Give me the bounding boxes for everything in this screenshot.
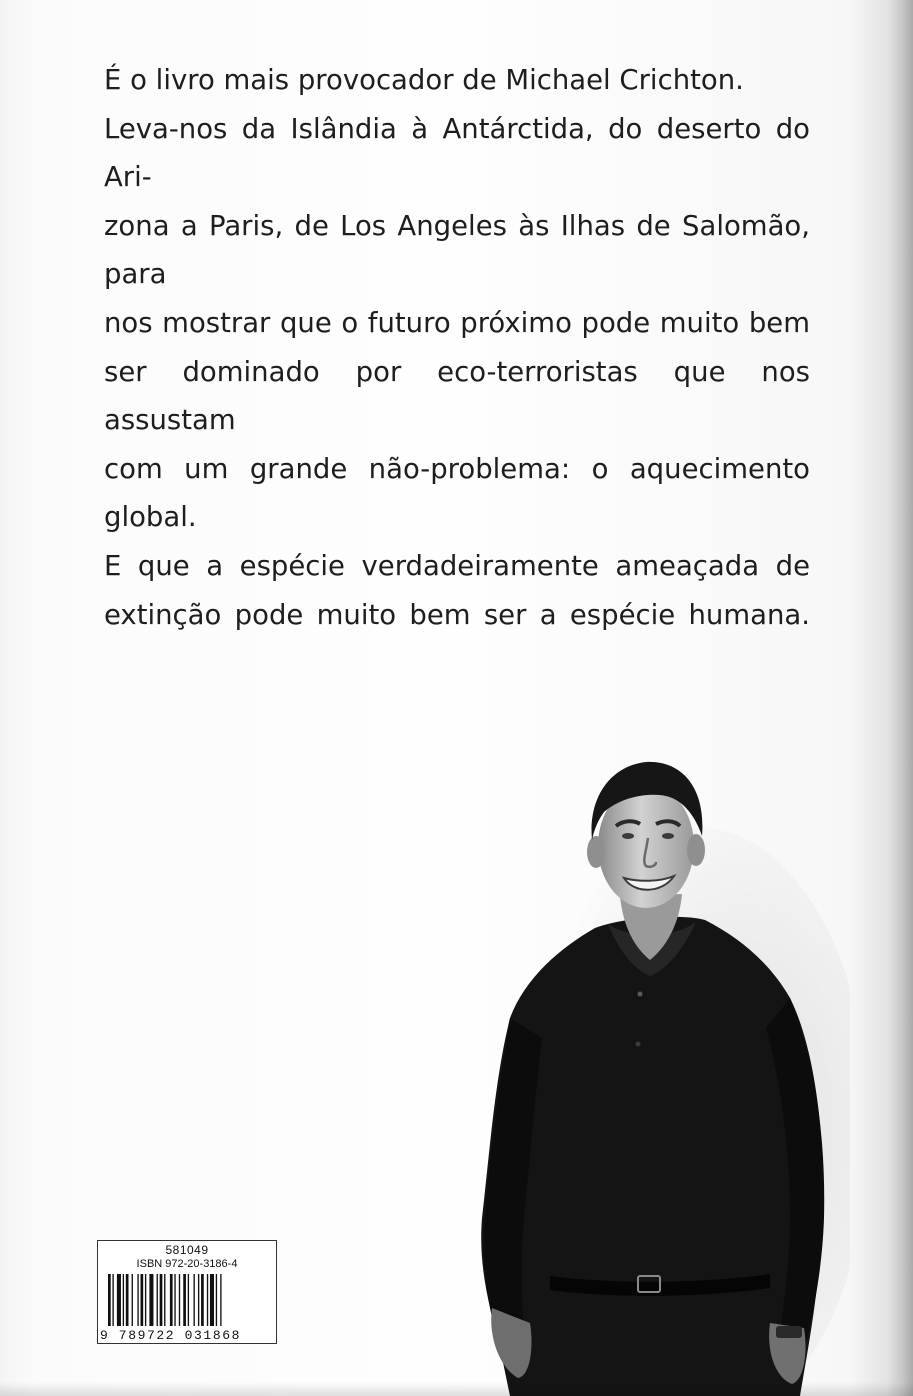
cover-edge-shadow <box>887 0 913 1396</box>
blurb-line: É o livro mais provocador de Michael Crichton. <box>104 64 744 96</box>
product-code: 581049 <box>165 1243 209 1257</box>
cover-bottom-edge <box>0 1382 913 1396</box>
blurb-line: E que a espécie verdadeiramente ameaçada de <box>104 549 810 582</box>
blurb-line: zona a Paris, de Los Angeles às Ilhas de Salomão, para <box>104 209 810 291</box>
blurb-line: extinção pode muito bem ser a espécie humana. <box>104 598 810 631</box>
blurb-line: com um grande não-problema: o aquecimento <box>104 452 810 485</box>
blurb-line: ser dominado por eco-terroristas que nos assustam <box>104 355 810 437</box>
isbn-text: ISBN 972-20-3186-4 <box>136 1258 238 1270</box>
barcode-digits: 9 789722 031868 <box>100 1328 242 1343</box>
blurb-line: global. <box>104 501 197 534</box>
blurb-line: nos mostrar que o futuro próximo pode muito bem <box>104 306 810 339</box>
barcode-bars <box>108 1274 270 1326</box>
blurb-text <box>104 56 810 639</box>
barcode-label <box>97 1240 277 1344</box>
blurb-line: Leva-nos da Islândia à Antárctida, do deserto do Ari- <box>104 112 810 194</box>
author-photo <box>470 748 850 1396</box>
